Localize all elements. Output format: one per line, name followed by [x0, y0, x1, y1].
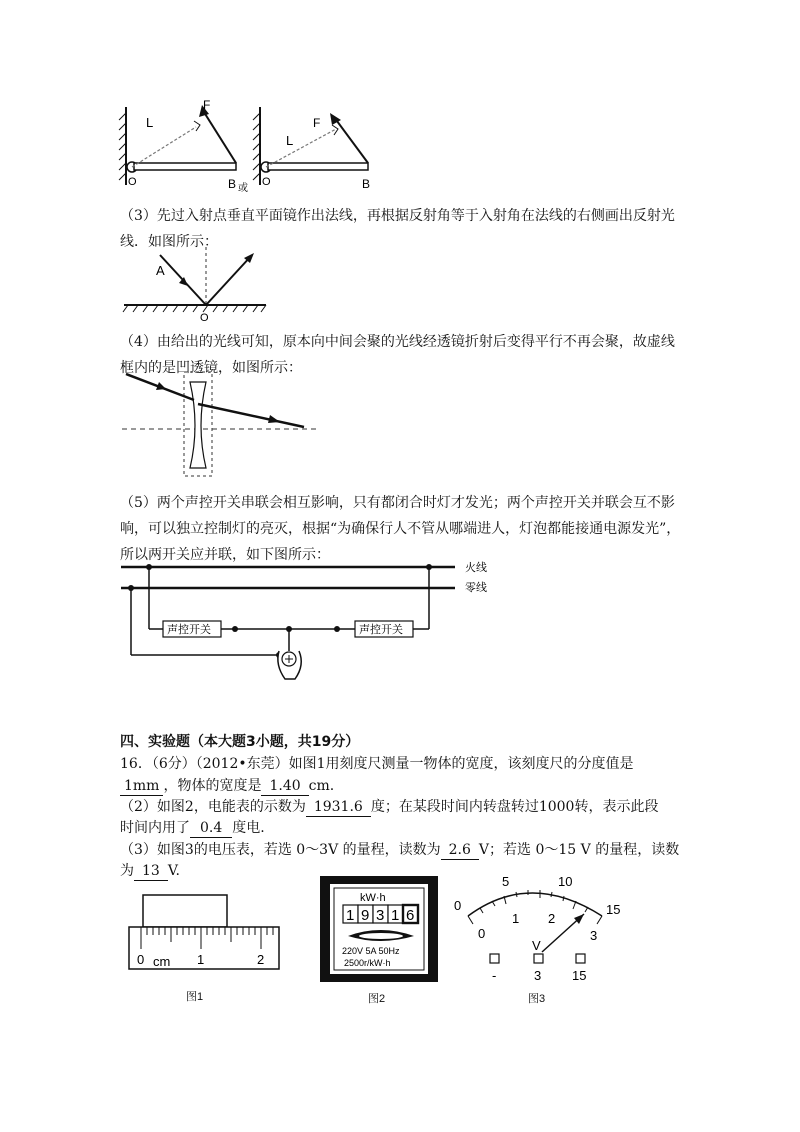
lever-left-L: L	[146, 115, 154, 130]
ruler-unit: cm	[153, 954, 171, 969]
terminal-label-negative: -	[492, 968, 497, 983]
q16-line-5: （3）如图3的电压表，若选 0～3V 的量程，读数为 2.6 V；若选 0～15 V 的量程，读数	[120, 842, 680, 858]
voltmeter-unit: V	[532, 938, 541, 953]
lever-figure	[110, 95, 380, 195]
voltmeter-scale	[468, 893, 602, 916]
q16-line-6: 为 13 V.	[120, 863, 180, 879]
q16-line-2: 1mm ，物体的宽度是 1.40 cm.	[120, 773, 685, 799]
meter-digit-4: 1	[391, 907, 400, 924]
q16-line-1: 16．（6分）（2012•东莞）如图1用刻度尺测量一物体的宽度，该刻度尺的分度值是	[120, 756, 634, 772]
voltmeter-inner-3: 3	[590, 928, 598, 943]
lever-right	[253, 107, 370, 191]
ruler-label-0: 0	[137, 952, 145, 967]
lever-right-F: F	[313, 116, 321, 130]
voltmeter-outer-5: 5	[502, 874, 510, 889]
voltmeter-inner-2: 2	[548, 911, 556, 926]
switch-1-label: 声控开关	[167, 624, 211, 636]
lever-right-B: B	[362, 177, 371, 191]
ruler-label-2: 2	[257, 952, 265, 967]
meter-spec-1: 220V 5A 50Hz	[342, 946, 400, 956]
energy-meter-figure	[318, 874, 440, 984]
terminal-3	[534, 954, 543, 963]
lever-left-F: F	[203, 98, 211, 112]
q16-line-4: 时间内用了 0.4 度电.	[120, 820, 265, 836]
paragraph-3: （3）先过入射点垂直平面镜作出法线，再根据反射角等于入射角在法线的右侧画出反射光线．如图所示：	[120, 208, 675, 250]
lever-left	[119, 98, 248, 194]
terminal-15	[576, 954, 585, 963]
terminal-negative	[490, 954, 499, 963]
lens-figure	[120, 368, 325, 480]
paragraph-4: （4）由给出的光线可知，原本向中间会聚的光线经透镜折射后变得平行不再会聚，故虚线框内的是凹透镜，如图所示：	[120, 334, 675, 376]
figure-2-caption: 图2	[368, 993, 386, 1005]
voltmeter-inner-0: 0	[478, 926, 486, 941]
terminal-label-15: 15	[572, 968, 587, 983]
voltmeter-figure	[450, 868, 630, 988]
answer-blank-2: 1.40	[261, 777, 308, 796]
meter-digit-1: 1	[346, 907, 355, 924]
meter-digit-5: 6	[406, 907, 415, 924]
meter-spec-2: 2500r/kW·h	[344, 958, 391, 968]
reflection-O: O	[200, 312, 209, 323]
lever-left-B: B	[228, 177, 237, 191]
answer-blank-4: 0.4	[190, 819, 232, 838]
voltmeter-outer-0: 0	[454, 898, 462, 913]
meter-digits	[343, 905, 418, 924]
lever-right-O: O	[262, 176, 271, 188]
figure-3-caption: 图3	[528, 993, 546, 1005]
answer-blank-5: 2.6	[441, 841, 479, 860]
measured-object	[143, 895, 227, 927]
meter-digit-2: 9	[361, 907, 370, 924]
ruler-label-1: 1	[197, 952, 205, 967]
neutral-wire-label: 零线	[465, 582, 487, 594]
paragraph-5: （5）两个声控开关串联会相互影响，只有都闭合时灯才发光；两个声控开关并联会互不影响，可以独立控制灯的亮灭，根据“为确保行人不管从哪端进人，灯泡都能接通电源发光”，所以两开关应并联，如下图所示：	[120, 495, 681, 563]
answer-blank-6: 13	[134, 862, 168, 881]
lever-right-L: L	[286, 133, 294, 148]
ruler-figure	[125, 893, 285, 975]
live-wire-label: 火线	[465, 562, 487, 574]
figure-1-caption: 图1	[186, 991, 204, 1003]
terminal-label-3: 3	[534, 968, 542, 983]
voltmeter-outer-15: 15	[606, 902, 621, 917]
meter-unit: kW·h	[360, 892, 386, 904]
circuit-figure	[115, 555, 505, 690]
section-title: 四、实验题（本大题3小题，共19分）	[120, 734, 360, 750]
switch-2-label: 声控开关	[359, 624, 403, 636]
lever-left-O: O	[128, 176, 137, 188]
reflection-A: A	[156, 263, 165, 278]
reflection-figure	[120, 245, 270, 323]
answer-blank-1: 1mm	[120, 777, 163, 796]
lever-or-label: 或	[238, 183, 248, 194]
voltmeter-inner-1: 1	[512, 911, 520, 926]
answer-blank-3: 1931.6	[306, 798, 371, 817]
voltmeter-outer-10: 10	[558, 874, 573, 889]
q16-line-3: （2）如图2，电能表的示数为 1931.6 度；在某段时间内转盘转过1000转，表示此段	[120, 799, 659, 815]
meter-digit-3: 3	[376, 907, 385, 924]
